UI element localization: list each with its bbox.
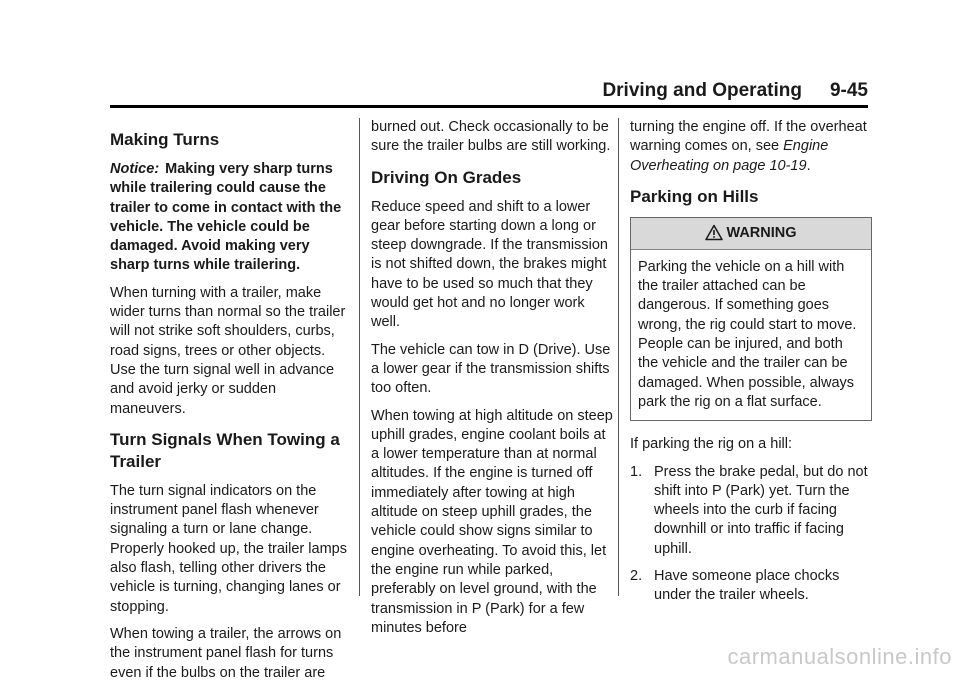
column-3 bbox=[630, 118, 872, 614]
grades-paragraph-3-continued bbox=[630, 118, 872, 176]
notice-paragraph bbox=[110, 160, 352, 276]
engine-overheating-link[interactable]: Engine Overheating on page 10-19 bbox=[630, 138, 829, 174]
step-text: Press the brake pedal, but do not shift into P (Park) yet. Turn the wheels into the curb if facing downhill or into traffic if facing uphill. bbox=[654, 463, 868, 557]
hills-intro: If parking the rig on a hill: bbox=[630, 436, 793, 453]
list-item bbox=[630, 567, 872, 606]
header-rule bbox=[110, 105, 868, 108]
grades-paragraph-2: The vehicle can tow in D (Drive). Use a lower gear if the transmission shifts too often. bbox=[371, 341, 611, 397]
warning-header bbox=[631, 218, 871, 250]
warning-text: Parking the vehicle on a hill with the trailer attached can be dangerous. If something goes wrong, the rig could start to move. People can be injured, and both the vehicle and the trailer can be damaged. When possible, always park the rig on a flat surface. bbox=[638, 258, 857, 410]
grades-paragraph-1: Reduce speed and shift to a lower gear before starting down a long or steep downgrade. If the transmission is not shifted down, the brakes might have to be used so much that they would get hot and no longer work well. bbox=[371, 198, 608, 331]
step-number: 1. bbox=[630, 463, 643, 480]
column-1 bbox=[110, 118, 352, 691]
column-divider bbox=[618, 118, 619, 596]
page-number: 9-45 bbox=[829, 80, 868, 101]
list-item bbox=[630, 463, 872, 559]
column-2 bbox=[371, 118, 613, 646]
section-title: Driving and Operating bbox=[602, 80, 802, 101]
signals-paragraph-2: When towing a trailer, the arrows on the instrument panel flash for turns even if the bulbs on the trailer are bbox=[110, 625, 342, 681]
step-text: Have someone place chocks under the trailer wheels. bbox=[654, 568, 840, 604]
parking-on-hills-heading: Parking on Hills bbox=[630, 186, 759, 206]
signals-paragraph-1: The turn signal indicators on the instrument panel flash whenever signaling a turn or lane change. Properly hooked up, the trailer lamps also flash, telling other drivers the vehicle is turning, changing lanes or stopping. bbox=[110, 482, 347, 615]
warning-box bbox=[630, 217, 872, 421]
warning-triangle-icon bbox=[705, 224, 723, 241]
making-turns-heading: Making Turns bbox=[110, 130, 220, 149]
step-number: 2. bbox=[630, 568, 643, 585]
page-header bbox=[110, 80, 868, 106]
turn-signals-heading: Turn Signals When Towing a Trailer bbox=[110, 429, 340, 471]
watermark: carmanualsonline.info bbox=[727, 644, 952, 669]
warning-label: WARNING bbox=[726, 224, 797, 241]
driving-on-grades-heading: Driving On Grades bbox=[371, 167, 522, 187]
notice-text: Making very sharp turns while trailering could cause the trailer to come in contact with the vehicle. The vehicle could be damaged. Avoid making very sharp turns while trailering. bbox=[110, 161, 342, 274]
column-divider bbox=[359, 118, 360, 596]
xref-punctuation: . bbox=[806, 157, 811, 174]
grades-continued-text: turning the engine off. If the overheat warning comes on, see bbox=[630, 119, 867, 155]
signals-paragraph-2-continued: burned out. Check occasionally to be sure the trailer bulbs are still working. bbox=[371, 119, 611, 155]
notice-label: Notice: bbox=[110, 161, 160, 177]
turns-paragraph: When turning with a trailer, make wider turns than normal so the trailer will not strike soft shoulders, curbs, road signs, trees or other objects. Use the turn signal well in advance and avoid jerky or sudden maneuvers. bbox=[110, 284, 346, 417]
grades-paragraph-3: When towing at high altitude on steep uphill grades, engine coolant boils at a lower temperature than at normal altitudes. If the engine is turned off immediately after towing at high altitude on steep uphill grades, the vehicle could show signs similar to engine overheating. To avoid this, let the engine run while parked, preferably on level ground, with the transmission in P (Park) for a few minutes before bbox=[371, 407, 613, 636]
